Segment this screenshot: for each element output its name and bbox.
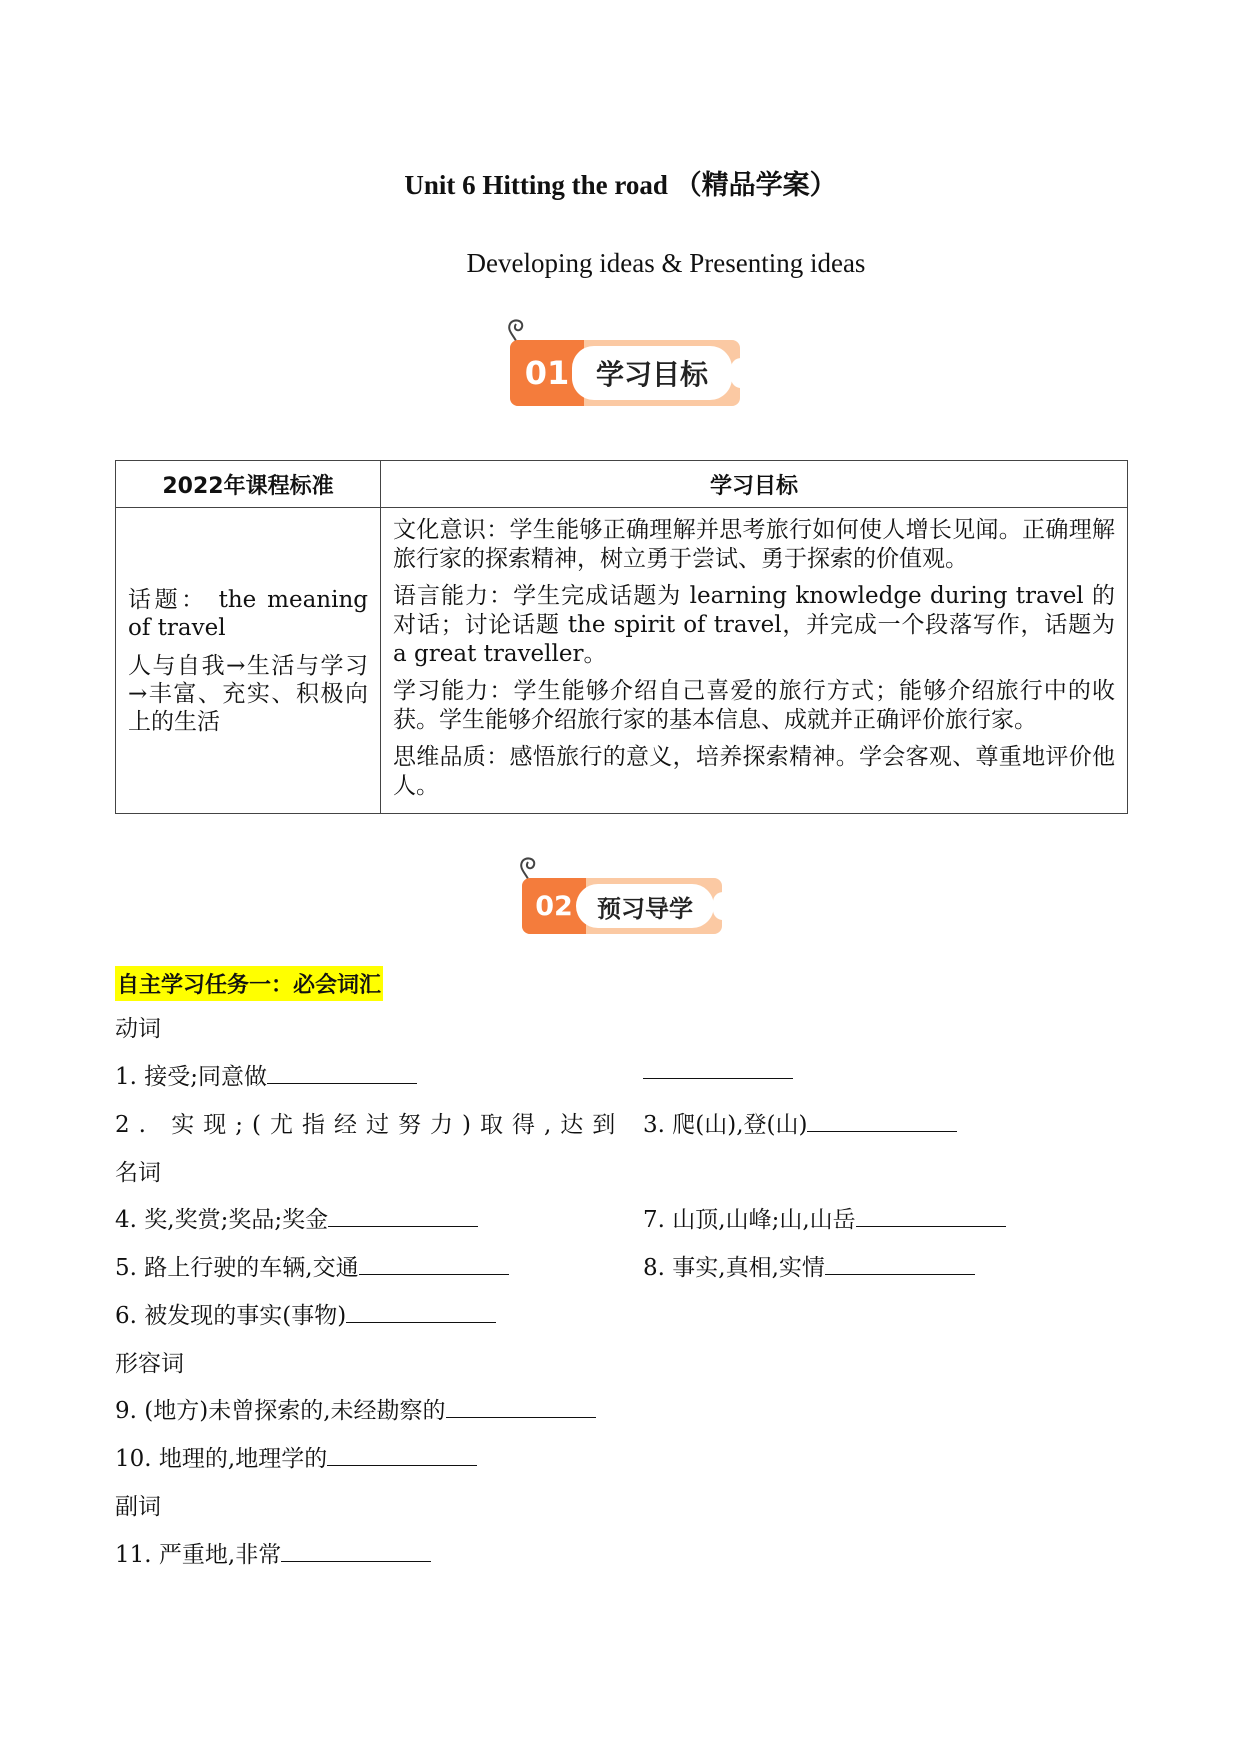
vocab-item: 2. 实现;(尤指经过努力)取得,达到 xyxy=(115,1112,625,1138)
standard-cell xyxy=(116,508,381,814)
vocab-item: 10. 地理的,地理学的 xyxy=(115,1440,477,1473)
answer-blank[interactable] xyxy=(359,1254,509,1275)
vocab-item: 8. 事实,真相,实情 xyxy=(643,1249,975,1282)
vocab-item: 5. 路上行驶的车辆,交通 xyxy=(115,1249,509,1282)
section-verb: 动词 xyxy=(115,1016,161,1042)
answer-blank[interactable] xyxy=(825,1254,975,1275)
section-noun: 名词 xyxy=(115,1160,161,1186)
answer-blank[interactable] xyxy=(281,1541,431,1562)
badge-number: 01 xyxy=(510,340,584,406)
vocab-item: 3. 爬(山),登(山) xyxy=(643,1106,957,1139)
standard-theme: 人与自我→生活与学习→丰富、充实、积极向上的生活 xyxy=(128,652,368,735)
answer-blank[interactable] xyxy=(856,1206,1006,1227)
goal-language: 语言能力：学生完成话题为 learning knowledge during travel 的对话；讨论话题 the spirit of travel，并完成一个段落写作，话题为 a great traveller。 xyxy=(393,583,1115,667)
badge-label: 学习目标 xyxy=(572,346,732,400)
section-badge-objectives xyxy=(510,340,740,406)
answer-blank[interactable] xyxy=(643,1058,793,1079)
answer-blank[interactable] xyxy=(346,1302,496,1323)
vocab-item: 7. 山顶,山峰;山,山岳 xyxy=(643,1201,1006,1234)
answer-blank[interactable] xyxy=(328,1206,478,1227)
standard-topic: 话题： the meaning of travel xyxy=(128,586,368,641)
vocab-item xyxy=(643,1058,793,1085)
badge-label: 预习导学 xyxy=(576,884,714,928)
goals-cell xyxy=(381,508,1128,814)
section-adj: 形容词 xyxy=(115,1351,184,1377)
answer-blank[interactable] xyxy=(807,1111,957,1132)
badge-number: 02 xyxy=(522,878,586,934)
vocab-item: 1. 接受;同意做 xyxy=(115,1058,417,1091)
table-header-standard: 2022年课程标准 xyxy=(116,461,381,508)
page-subtitle: Developing ideas & Presenting ideas xyxy=(466,248,866,278)
table-header-goals: 学习目标 xyxy=(381,461,1128,508)
answer-blank[interactable] xyxy=(327,1445,477,1466)
goal-thinking: 思维品质：感悟旅行的意义，培养探索精神。学会客观、尊重地评价他人。 xyxy=(393,744,1115,799)
answer-blank[interactable] xyxy=(446,1397,596,1418)
vocab-item: 11. 严重地,非常 xyxy=(115,1536,431,1569)
vocab-item: 6. 被发现的事实(事物) xyxy=(115,1297,496,1330)
section-adv: 副词 xyxy=(115,1494,161,1520)
curriculum-table xyxy=(115,460,1128,814)
goal-learning: 学习能力：学生能够介绍自己喜爱的旅行方式；能够介绍旅行中的收获。学生能够介绍旅行家的基本信息、成就并正确评价旅行家。 xyxy=(393,678,1115,733)
page-title: Unit 6 Hitting the road （精品学案） xyxy=(404,170,837,200)
section-badge-preview xyxy=(522,878,722,934)
answer-blank[interactable] xyxy=(267,1063,417,1084)
vocab-item: 4. 奖,奖赏;奖品;奖金 xyxy=(115,1201,478,1234)
goal-culture: 文化意识：学生能够正确理解并思考旅行如何使人增长见闻。正确理解旅行家的探索精神，树立勇于尝试、勇于探索的价值观。 xyxy=(393,517,1115,572)
task-title: 自主学习任务一：必会词汇 xyxy=(115,966,383,1001)
vocab-item: 9. (地方)未曾探索的,未经勘察的 xyxy=(115,1392,596,1425)
